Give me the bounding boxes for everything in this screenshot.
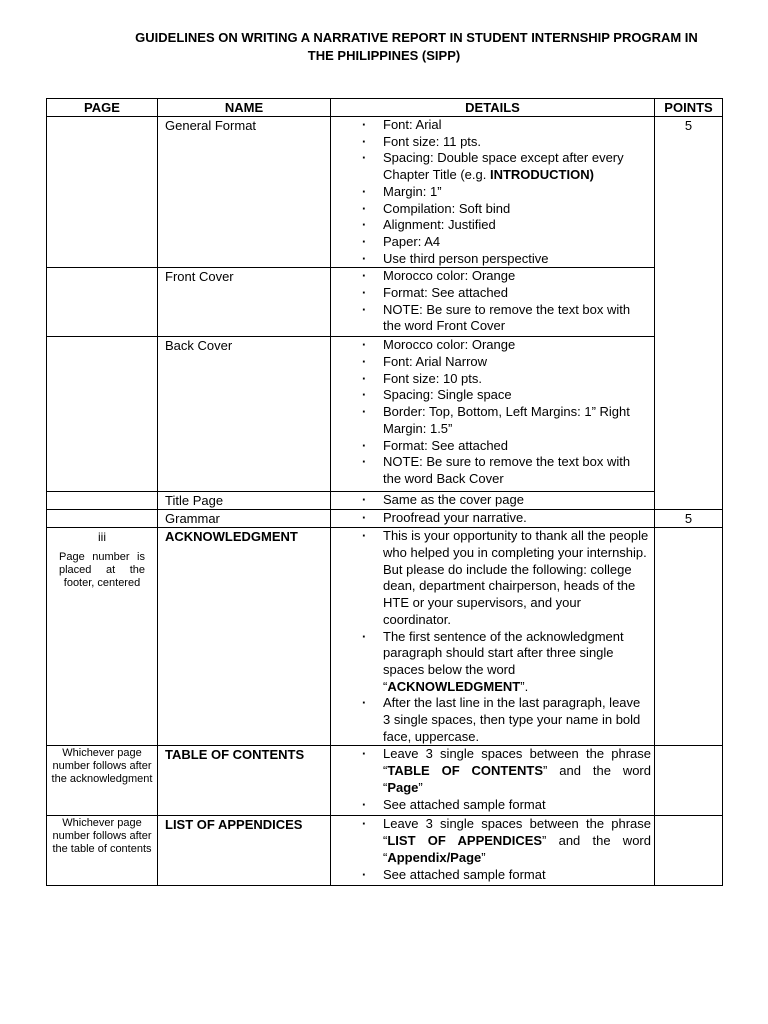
page-cell bbox=[47, 746, 158, 816]
details-cell bbox=[331, 746, 655, 816]
table-row bbox=[47, 510, 723, 528]
header-row bbox=[47, 99, 723, 117]
detail-item: · The first sentence of the acknowledgment paragraph should start after three single spaces below the word “ACKNOWLEDGMENT”. bbox=[331, 629, 654, 696]
detail-item: · Font: Arial bbox=[331, 117, 654, 134]
details-cell bbox=[331, 337, 655, 492]
detail-item: · Font: Arial Narrow bbox=[331, 354, 654, 371]
detail-item: · Font size: 10 pts. bbox=[331, 371, 654, 388]
title-line-1: GUIDELINES ON WRITING A NARRATIVE REPORT IN STUDENT INTERNSHIP PROGRAM IN bbox=[135, 30, 698, 45]
detail-item: · Font size: 11 pts. bbox=[331, 134, 654, 151]
detail-item: · Morocco color: Orange bbox=[331, 268, 654, 285]
points-cell bbox=[655, 117, 723, 510]
detail-item: · Leave 3 single spaces between the phrase “LIST OF APPENDICES” and the word “Appendix/Page” bbox=[331, 816, 654, 866]
detail-item: · This is your opportunity to thank all the people who helped you in completing your internship. But please do include the following: college dean, department chairperson, heads of the HTE or your supervisors, and your coordinator. bbox=[331, 528, 654, 628]
page-cell bbox=[47, 117, 158, 268]
name-cell bbox=[158, 492, 331, 510]
details-cell bbox=[331, 528, 655, 746]
detail-item: · Format: See attached bbox=[331, 438, 654, 455]
detail-item: · After the last line in the last paragraph, leave 3 single spaces, then type your name in bold face, uppercase. bbox=[331, 695, 654, 745]
row-name: TABLE OF CONTENTS bbox=[165, 747, 305, 763]
row-name: LIST OF APPENDICES bbox=[165, 817, 303, 833]
page-number: iii bbox=[98, 530, 106, 545]
name-cell bbox=[158, 117, 331, 268]
detail-item: · Leave 3 single spaces between the phrase “TABLE OF CONTENTS” and the word “Page” bbox=[331, 746, 654, 796]
points-cell bbox=[655, 816, 723, 886]
details-cell bbox=[331, 117, 655, 268]
row-name: Grammar bbox=[165, 511, 220, 527]
details-cell bbox=[331, 816, 655, 886]
page-cell bbox=[47, 337, 158, 492]
detail-item: · Format: See attached bbox=[331, 285, 654, 302]
detail-item: · NOTE: Be sure to remove the text box with the word Back Cover bbox=[331, 454, 654, 487]
page-note: Whichever page number follows after the acknowledgment bbox=[51, 747, 153, 786]
row-name: Front Cover bbox=[165, 269, 234, 285]
name-cell bbox=[158, 268, 331, 337]
detail-item: · Compilation: Soft bind bbox=[331, 201, 654, 218]
page-cell bbox=[47, 528, 158, 746]
page-note: Page number is placed at the footer, centered bbox=[59, 551, 145, 590]
page-note: Whichever page number follows after the table of contents bbox=[52, 817, 152, 856]
points-cell bbox=[655, 746, 723, 816]
page-cell bbox=[47, 268, 158, 337]
title-line-2: THE PHILIPPINES (SIPP) bbox=[307, 48, 461, 63]
name-cell bbox=[158, 816, 331, 886]
row-name: Back Cover bbox=[165, 338, 233, 354]
details-cell bbox=[331, 510, 655, 528]
table-row bbox=[47, 816, 723, 886]
header-details: DETAILS bbox=[331, 99, 655, 117]
header-name: NAME bbox=[158, 99, 331, 117]
row-name: ACKNOWLEDGMENT bbox=[165, 529, 298, 545]
guidelines-table bbox=[46, 98, 723, 886]
table-row bbox=[47, 746, 723, 816]
detail-item: · Border: Top, Bottom, Left Margins: 1” Right Margin: 1.5” bbox=[331, 404, 654, 437]
page-cell bbox=[47, 816, 158, 886]
detail-item: · Alignment: Justified bbox=[331, 217, 654, 234]
page-cell bbox=[47, 510, 158, 528]
row-name: General Format bbox=[165, 118, 257, 133]
table-row bbox=[47, 337, 723, 492]
detail-item: · NOTE: Be sure to remove the text box with the word Front Cover bbox=[331, 302, 654, 335]
detail-item: · See attached sample format bbox=[331, 797, 654, 814]
row-name: Title Page bbox=[165, 493, 224, 509]
header-page: PAGE bbox=[47, 99, 158, 117]
document-title bbox=[0, 29, 768, 65]
points-value: 5 bbox=[684, 511, 693, 527]
table-row bbox=[47, 492, 723, 510]
header-points: POINTS bbox=[655, 99, 723, 117]
name-cell bbox=[158, 337, 331, 492]
name-cell bbox=[158, 510, 331, 528]
detail-item: · See attached sample format bbox=[331, 867, 654, 884]
details-cell bbox=[331, 268, 655, 337]
detail-item: · Use third person perspective bbox=[331, 251, 654, 268]
points-cell bbox=[655, 510, 723, 528]
points-value: 5 bbox=[684, 118, 693, 133]
points-cell bbox=[655, 528, 723, 746]
name-cell bbox=[158, 746, 331, 816]
table-row bbox=[47, 528, 723, 746]
page-cell bbox=[47, 492, 158, 510]
detail-item: · Morocco color: Orange bbox=[331, 337, 654, 354]
detail-item: · Proofread your narrative. bbox=[331, 510, 654, 527]
table-row bbox=[47, 117, 723, 268]
name-cell bbox=[158, 528, 331, 746]
detail-item: · Same as the cover page bbox=[331, 492, 654, 509]
table-row bbox=[47, 268, 723, 337]
detail-item: · Spacing: Double space except after every Chapter Title (e.g. INTRODUCTION) bbox=[331, 150, 654, 183]
detail-item: · Margin: 1” bbox=[331, 184, 654, 201]
detail-item: · Paper: A4 bbox=[331, 234, 654, 251]
details-cell bbox=[331, 492, 655, 510]
detail-item: · Spacing: Single space bbox=[331, 387, 654, 404]
